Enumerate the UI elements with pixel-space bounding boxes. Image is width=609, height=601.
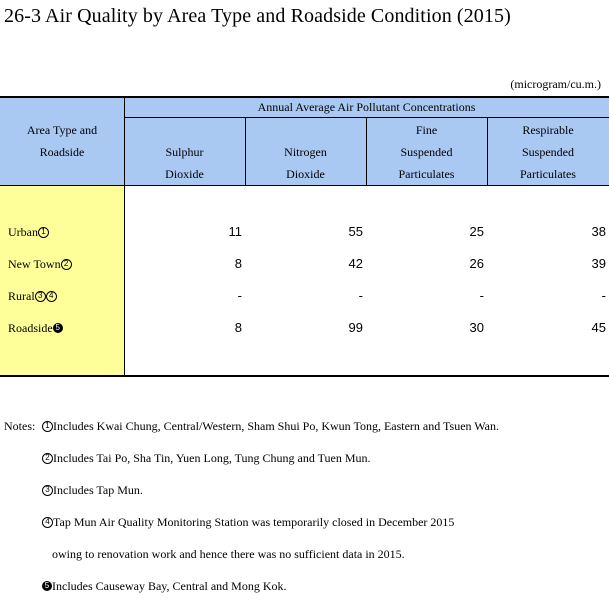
col3-header-line3: Particulates [398, 167, 455, 181]
table-cell: 8 [234, 256, 242, 271]
col1-header-line1: Sulphur [165, 145, 204, 159]
table-cell: 30 [469, 320, 484, 335]
page-title: 26-3 Air Quality by Area Type and Roadside Condition (2015) [4, 5, 511, 27]
table-cell: - [479, 288, 484, 303]
note-marker: 4 [42, 517, 53, 528]
table-cell: 55 [348, 224, 363, 239]
col2-header-line1: Nitrogen [284, 145, 327, 159]
row-label-new-town: New Town 2 [8, 257, 72, 272]
note-marker: 4 [46, 291, 57, 302]
note-3: 3 Includes Tap Mun. [42, 483, 143, 498]
note-1: 1 Includes Kwai Chung, Central/Western, Sham Shui Po, Kwun Tong, Eastern and Tsuen Wan. [42, 419, 499, 434]
table-cell: 8 [234, 320, 242, 335]
table-cell: 42 [348, 256, 363, 271]
row-label-urban: Urban 1 [8, 225, 49, 240]
table-cell: - [601, 288, 606, 303]
stub-header-line2: Roadside [39, 145, 85, 159]
note-marker: 3 [42, 485, 53, 496]
col4-header-line2: Suspended [522, 145, 574, 159]
table-cell: 39 [591, 256, 606, 271]
stub-header-line1: Area Type and [26, 123, 98, 137]
air-quality-table [0, 96, 609, 377]
table-cell: 99 [348, 320, 363, 335]
row-label-roadside: Roadside 5 [8, 321, 63, 336]
note-4: 4 Tap Mun Air Quality Monitoring Station was temporarily closed in December 2015 [42, 515, 454, 530]
col2-header-line2: Dioxide [286, 167, 325, 181]
note-marker: 1 [38, 227, 49, 238]
note-2: 2 Includes Tai Po, Sha Tin, Yuen Long, Tung Chung and Tuen Mun. [42, 451, 371, 466]
row-label-rural: Rural 3 4 [8, 289, 57, 304]
table-cell: 45 [591, 320, 606, 335]
col1-header-line2: Dioxide [165, 167, 204, 181]
note-marker: 1 [42, 421, 53, 432]
note-4-continued: owing to renovation work and hence there was no sufficient data in 2015. [52, 547, 405, 561]
col3-header-line2: Suspended [400, 145, 453, 159]
col4-header-line3: Particulates [520, 167, 576, 181]
unit-label: (microgram/cu.m.) [510, 77, 601, 91]
table-cell: - [237, 288, 242, 303]
col4-header-line1: Respirable [522, 123, 574, 137]
table-cell: - [358, 288, 363, 303]
note-marker: 5 [42, 581, 52, 591]
table-cell: 38 [591, 224, 606, 239]
note-marker: 5 [53, 323, 63, 333]
note-marker: 3 [35, 291, 46, 302]
note-5: 5 Includes Causeway Bay, Central and Mong Kok. [42, 579, 287, 594]
notes-prefix: Notes: [4, 419, 36, 433]
table-cell: 25 [469, 224, 484, 239]
note-marker: 2 [42, 453, 53, 464]
stub-column-fill [0, 186, 124, 375]
table-cell: 26 [469, 256, 484, 271]
col3-header-line1: Fine [415, 123, 438, 137]
group-header: Annual Average Air Pollutant Concentrations [257, 100, 476, 114]
note-marker: 2 [61, 259, 72, 270]
table-cell: 11 [228, 224, 242, 239]
